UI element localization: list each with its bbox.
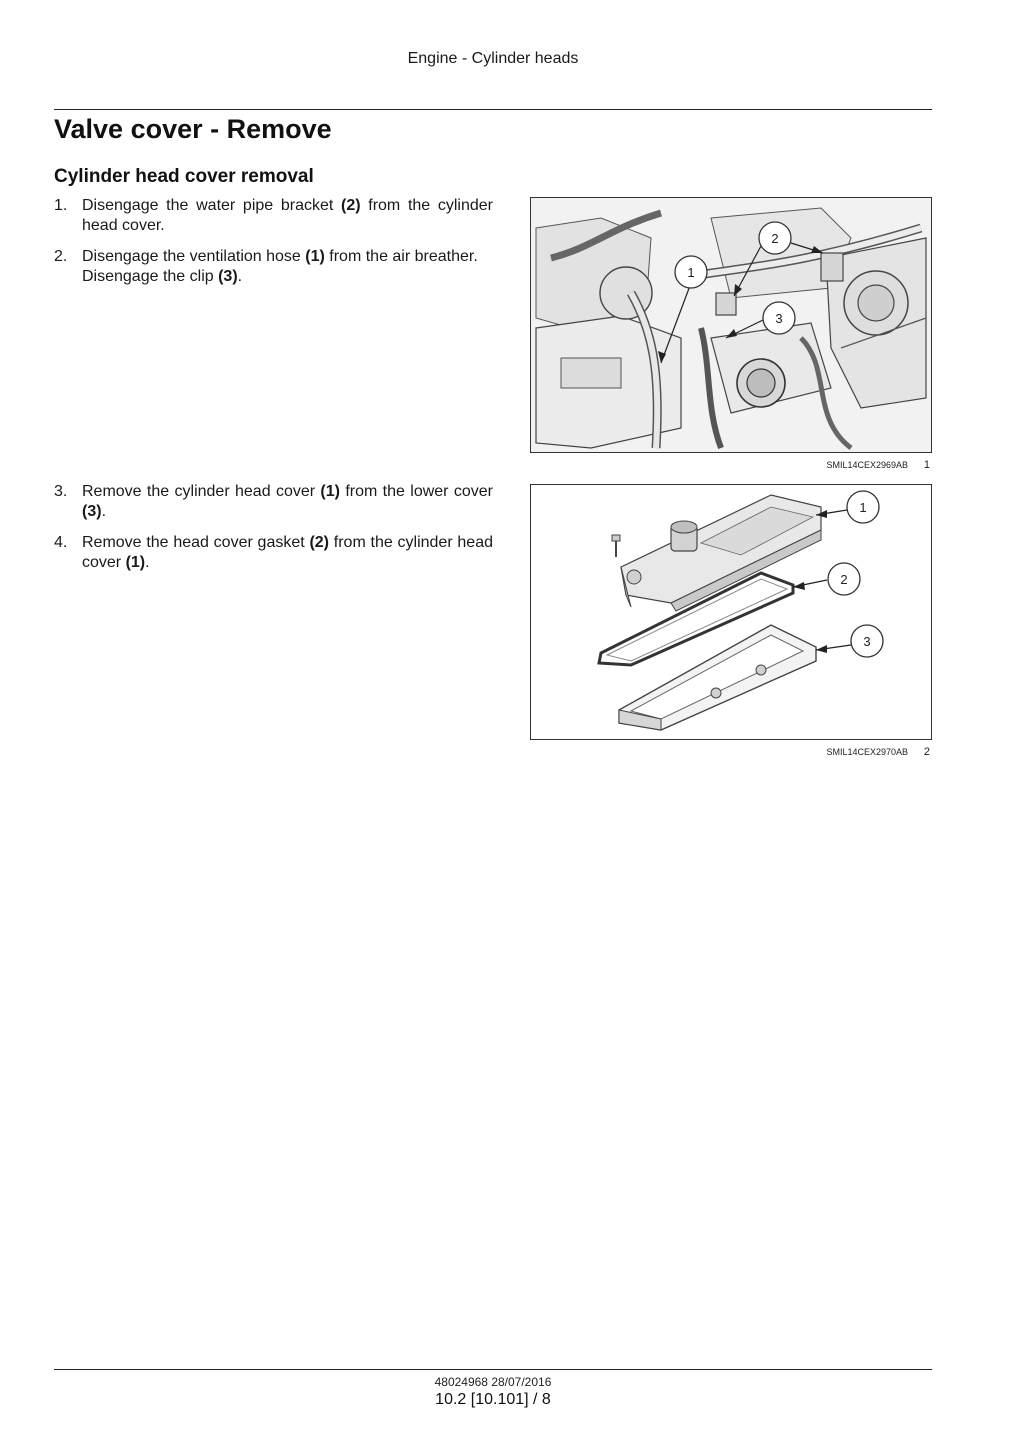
footer-divider	[54, 1369, 932, 1370]
steps-list-a	[54, 196, 493, 298]
header-divider	[54, 109, 932, 110]
step-text: Remove the cylinder head cover (1) from the lower cover (3).	[82, 483, 493, 520]
figure-index: 1	[923, 459, 930, 471]
svg-text:3: 3	[775, 311, 783, 326]
step-number: 2.	[54, 248, 68, 265]
figure-index: 2	[923, 746, 930, 758]
step-number: 3.	[54, 483, 68, 500]
engine-bay-illustration	[531, 198, 931, 452]
figure-engine-bay	[530, 197, 932, 453]
figure-exploded-view	[530, 484, 932, 740]
svg-text:3: 3	[863, 634, 871, 649]
step-subline: Disengage the clip (3).	[82, 268, 243, 285]
footer-doc-ref: 48024968 28/07/2016	[434, 1375, 552, 1389]
callout-3	[763, 302, 795, 334]
step-1	[54, 196, 493, 236]
step-text: Disengage the water pipe bracket (2) from the cylinder head cover.	[82, 197, 494, 234]
step-2	[54, 247, 493, 287]
svg-text:1: 1	[687, 265, 695, 280]
step-number: 1.	[54, 197, 68, 214]
exploded-view-illustration	[531, 485, 931, 739]
step-text: Remove the head cover gasket (2) from the cylinder head cover (1).	[82, 534, 494, 571]
step-3	[54, 482, 493, 522]
step-text: Disengage the ventilation hose (1) from the air breather.	[82, 248, 478, 265]
figure-code: SMIL14CEX2970AB	[826, 747, 908, 757]
callout-1	[675, 256, 707, 288]
svg-text:2: 2	[840, 572, 848, 587]
step-number: 4.	[54, 534, 68, 551]
footer-page-ref: 10.2 [10.101] / 8	[435, 1391, 551, 1408]
page-title: Valve cover - Remove	[54, 114, 332, 144]
callout-2	[828, 563, 860, 595]
callout-2	[759, 222, 791, 254]
svg-text:2: 2	[771, 231, 779, 246]
figure-code: SMIL14CEX2969AB	[826, 460, 908, 470]
svg-text:1: 1	[859, 500, 867, 515]
callout-3	[851, 625, 883, 657]
steps-list-b	[54, 482, 493, 584]
step-4	[54, 533, 493, 573]
section-title: Cylinder head cover removal	[54, 166, 314, 187]
running-header: Engine - Cylinder heads	[407, 50, 579, 67]
callout-1	[847, 491, 879, 523]
